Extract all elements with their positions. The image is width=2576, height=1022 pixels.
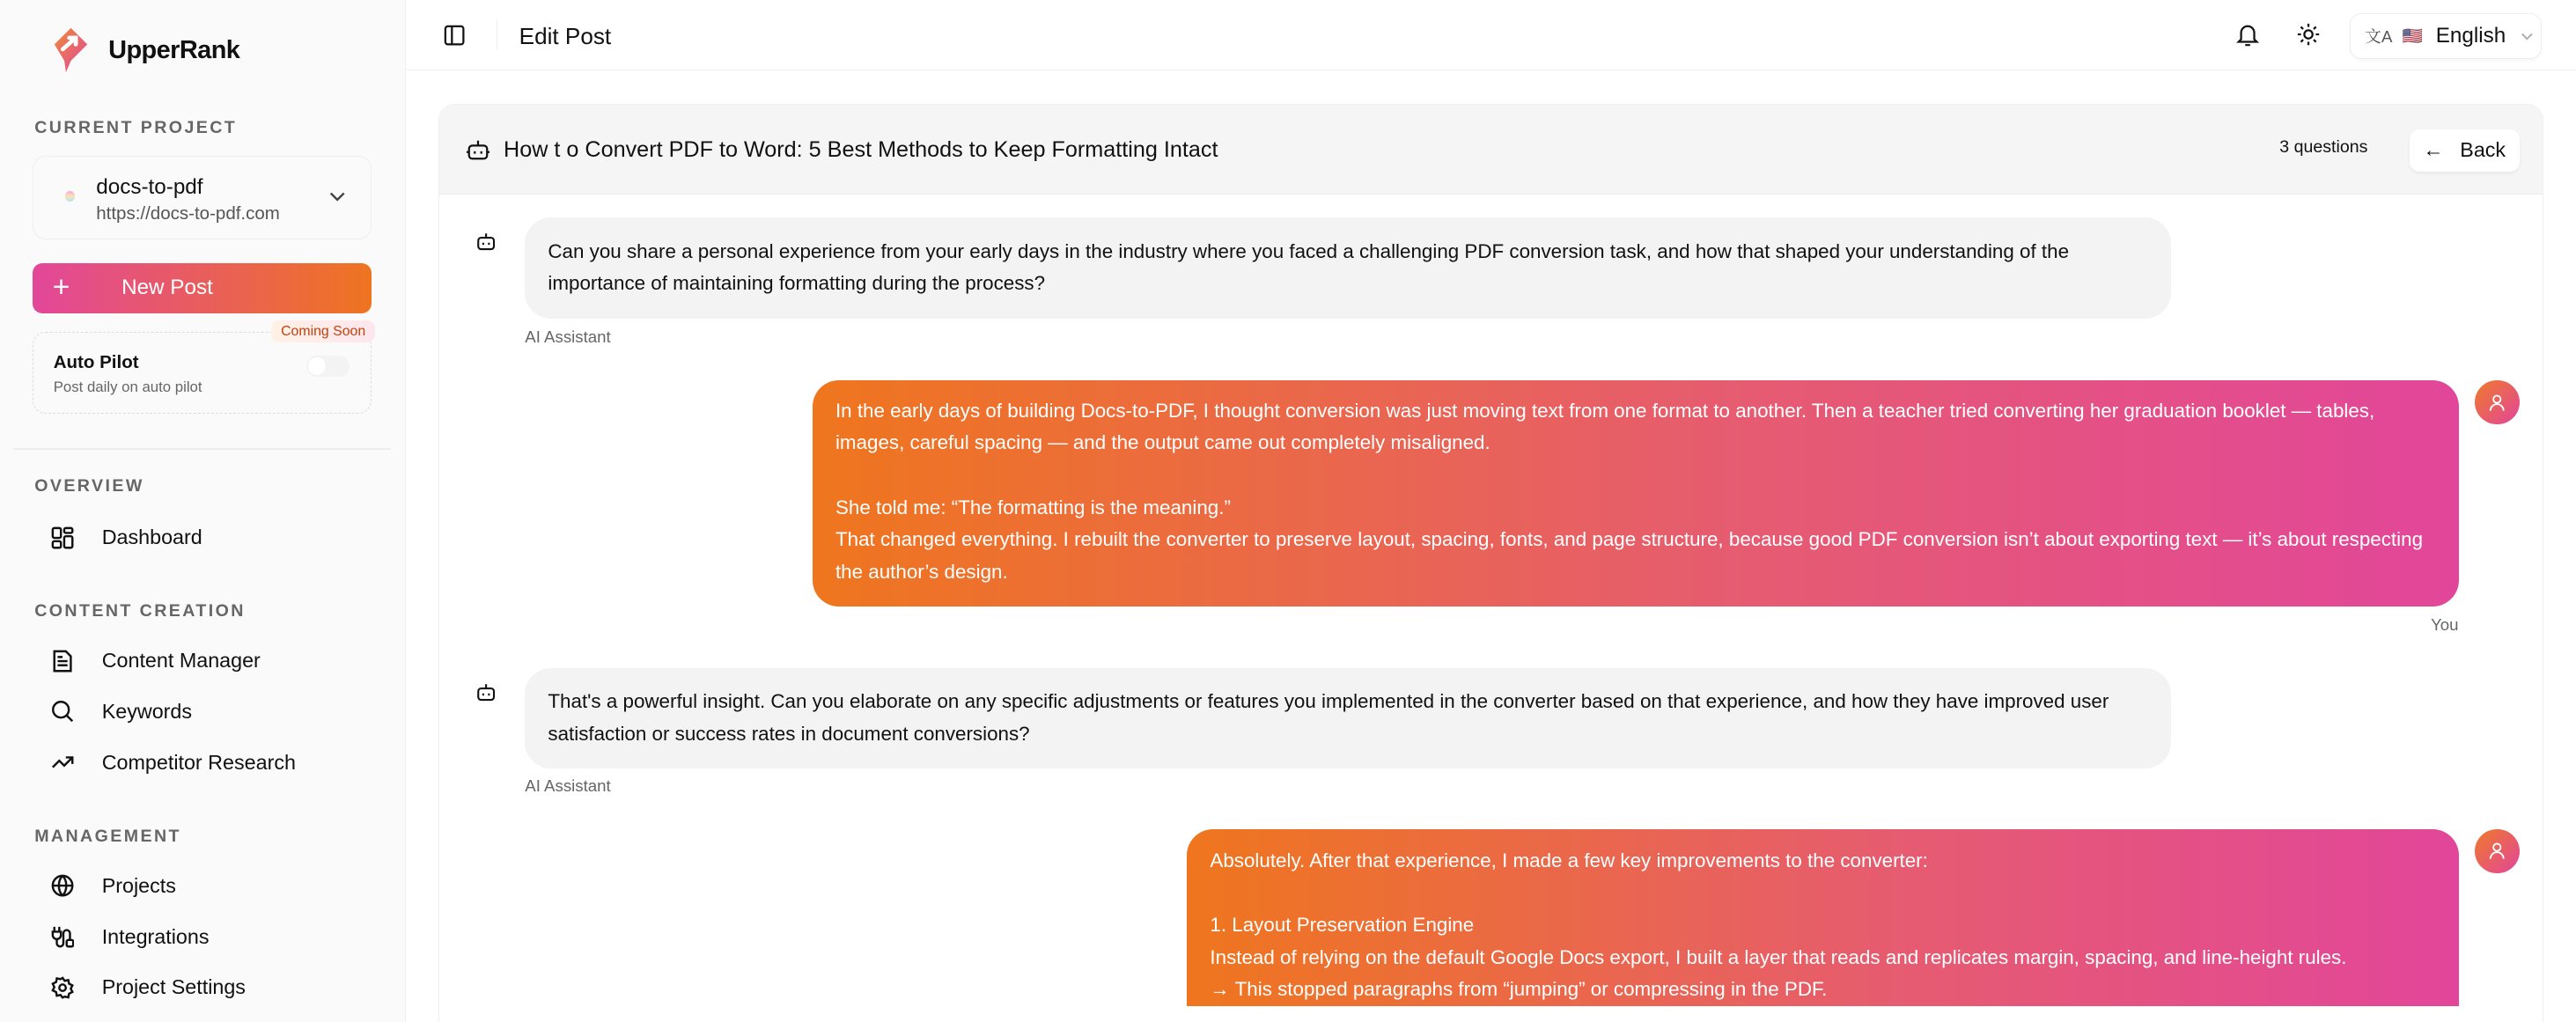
autopilot-card	[33, 332, 371, 414]
sidebar-item-label: Keywords	[101, 699, 193, 723]
sidebar-toggle-icon[interactable]	[444, 25, 465, 46]
project-selector[interactable]	[33, 156, 371, 239]
bell-icon[interactable]	[2236, 23, 2259, 48]
sidebar-item-label: Project Settings	[101, 975, 246, 999]
user-avatar-icon	[2475, 829, 2519, 873]
section-heading-management: MANAGEMENT	[34, 826, 181, 846]
sidebar-item-competitor-research[interactable]	[51, 751, 296, 775]
chat-message-user: Absolutely. After that experience, I made a few key improvements to the converter: 1. Layout Preservation Engine Instead of relying on the default Google Docs export, I built a layer that reads and replicates margin, spacing, and line-height rules. → This stopped paragraphs from “jumping” or compressing in the PDF.	[1187, 829, 2458, 1007]
search-icon	[51, 700, 74, 723]
sidebar-item-label: Competitor Research	[101, 750, 296, 774]
plus-icon: +	[52, 271, 70, 305]
sidebar-item-label: Content Manager	[101, 649, 261, 673]
topbar-divider	[497, 19, 498, 49]
sidebar-item-keywords[interactable]	[51, 700, 192, 724]
new-post-button[interactable]	[33, 263, 371, 314]
chevron-down-icon	[328, 187, 347, 206]
current-project-heading: CURRENT PROJECT	[34, 118, 238, 138]
sidebar-item-integrations[interactable]	[51, 925, 210, 949]
arrow-left-icon: ←	[2423, 138, 2444, 162]
section-heading-content-creation: CONTENT CREATION	[34, 600, 246, 621]
sidebar-item-projects[interactable]	[51, 874, 176, 898]
sidebar-item-content-manager[interactable]	[51, 649, 261, 673]
user-avatar-icon	[2475, 380, 2519, 424]
new-post-label: New Post	[121, 276, 213, 300]
sidebar-item-project-settings[interactable]	[51, 975, 246, 999]
back-button[interactable]	[2410, 129, 2520, 173]
chat-message-user: In the early days of building Docs-to-PDF, I thought conversion was just moving text from one format to another. Then a teacher tried converting her graduation booklet — tables, images, careful spacing — and the output came out completely misaligned. She told me: “The formatting is the meaning.” That changed everything. I rebuilt the converter to preserve layout, spacing, fonts, and page structure, because good PDF conversion isn’t about exporting text — it’s about respecting the author’s design.	[813, 380, 2459, 607]
bot-avatar-icon	[475, 681, 497, 702]
translate-icon: 文A	[2365, 27, 2393, 47]
gear-icon	[51, 976, 74, 999]
bot-avatar-icon	[475, 231, 497, 252]
back-label: Back	[2460, 138, 2506, 162]
chat-message-ai: That's a powerful insight. Can you elaborate on any specific adjustments or features you implemented in the converter based on that experience, and how they have improved user satisfaction or success rates in document conversions?	[525, 668, 2171, 768]
autopilot-subtitle: Post daily on auto pilot	[53, 379, 202, 396]
bot-icon	[466, 137, 490, 162]
chevron-down-icon	[2519, 28, 2536, 45]
dashboard-icon	[51, 526, 74, 549]
autopilot-toggle[interactable]	[306, 356, 350, 377]
sidebar-item-label: Integrations	[101, 924, 210, 948]
top-bar	[406, 0, 2576, 70]
integrations-icon	[51, 925, 74, 948]
sidebar-item-dashboard[interactable]	[51, 526, 202, 549]
post-header	[439, 105, 2542, 195]
language-label: English	[2435, 24, 2506, 48]
language-selector[interactable]	[2350, 13, 2542, 59]
sidebar-divider	[13, 448, 391, 450]
project-name: docs-to-pdf	[96, 174, 203, 199]
coming-soon-badge: Coming Soon	[271, 320, 375, 342]
section-heading-overview: OVERVIEW	[34, 476, 144, 496]
upperrank-logo-icon	[53, 25, 89, 77]
sidebar-item-label: Dashboard	[101, 526, 202, 549]
logo[interactable]	[53, 25, 240, 77]
project-url: https://docs-to-pdf.com	[96, 202, 280, 224]
app-name: UpperRank	[108, 36, 240, 65]
document-icon	[51, 650, 74, 673]
autopilot-title: Auto Pilot	[53, 352, 139, 373]
message-sender-label: AI Assistant	[525, 776, 611, 795]
post-title: How t o Convert PDF to Word: 5 Best Methods to Keep Formatting Intact	[504, 136, 1218, 162]
question-count: 3 questions	[2279, 136, 2368, 157]
chat-message-ai: Can you share a personal experience from your early days in the industry where you faced a challenging PDF conversion task, and how that shaped your understanding of the importance of maintaining formatting during the process?	[525, 217, 2171, 318]
message-sender-label: AI Assistant	[525, 327, 611, 347]
flag-icon: 🇺🇸	[2402, 26, 2423, 46]
trending-icon	[51, 751, 74, 774]
sidebar-item-label: Projects	[101, 873, 176, 897]
page-title: Edit Post	[519, 23, 612, 50]
message-sender-label: You	[2431, 614, 2459, 634]
sidebar	[0, 0, 406, 1022]
project-favicon-icon	[65, 191, 75, 201]
globe-icon	[51, 874, 74, 897]
theme-toggle-sun-icon[interactable]	[2297, 23, 2320, 46]
post-chat-card	[438, 104, 2543, 1022]
